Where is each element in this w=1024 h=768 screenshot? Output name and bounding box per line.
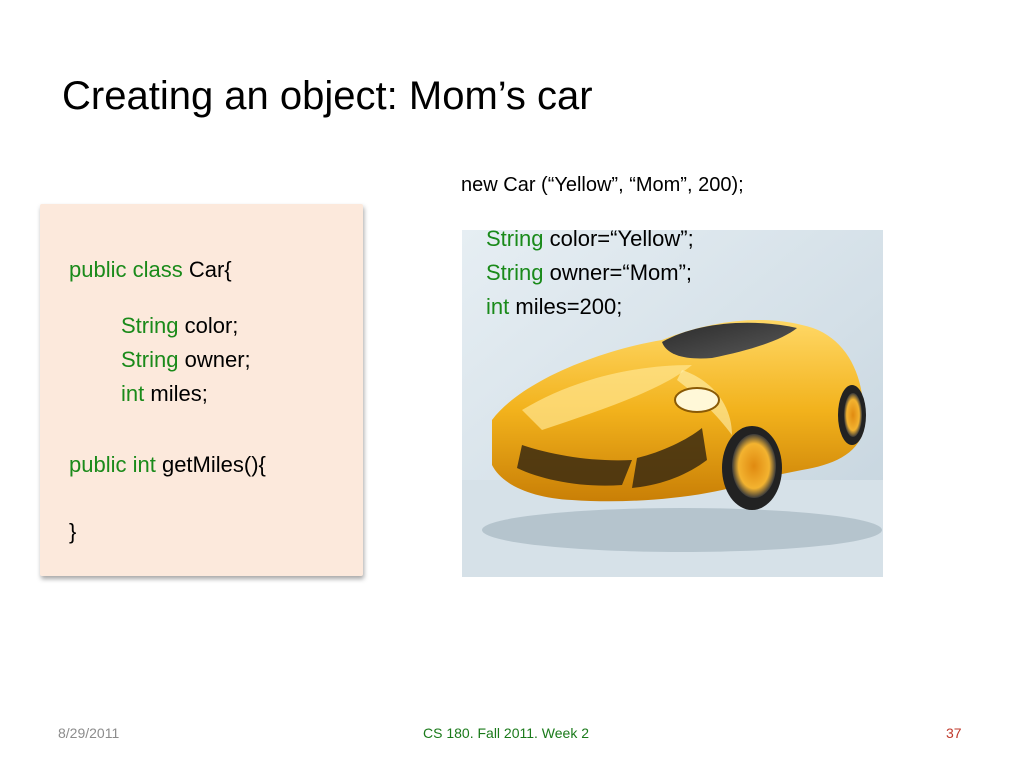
class-code-box [40, 204, 363, 576]
field-color-name: color; [178, 313, 239, 338]
footer-date: 8/29/2011 [58, 725, 120, 741]
field-color-line [121, 312, 238, 340]
method-signature: getMiles(){ [155, 452, 266, 477]
class-declaration-line [69, 256, 232, 284]
object-miles-value: miles=200; [509, 294, 623, 319]
field-color-type: String [121, 313, 179, 338]
slide-title: Creating an object: Mom’s car [62, 74, 593, 118]
field-miles-name: miles; [144, 381, 208, 406]
object-color-line [486, 225, 694, 253]
object-owner-type: String [486, 260, 544, 285]
method-line [69, 451, 266, 479]
field-owner-type: String [121, 347, 179, 372]
class-keywords: public class [69, 257, 183, 282]
field-owner-name: owner; [178, 347, 251, 372]
method-keywords: public int [69, 452, 156, 477]
object-owner-line [486, 259, 692, 287]
object-owner-value: owner=“Mom”; [543, 260, 693, 285]
field-miles-line [121, 380, 208, 408]
object-miles-type: int [486, 294, 510, 319]
slide-number: 37 [946, 725, 962, 741]
class-close-brace: } [69, 519, 77, 544]
field-owner-line [121, 346, 251, 374]
object-color-type: String [486, 226, 544, 251]
footer-course: CS 180. Fall 2011. Week 2 [423, 725, 590, 741]
field-miles-type: int [121, 381, 145, 406]
class-name: Car{ [182, 257, 232, 282]
object-color-value: color=“Yellow”; [543, 226, 694, 251]
constructor-call: new Car (“Yellow”, “Mom”, 200); [461, 174, 744, 196]
object-miles-line [486, 293, 622, 321]
